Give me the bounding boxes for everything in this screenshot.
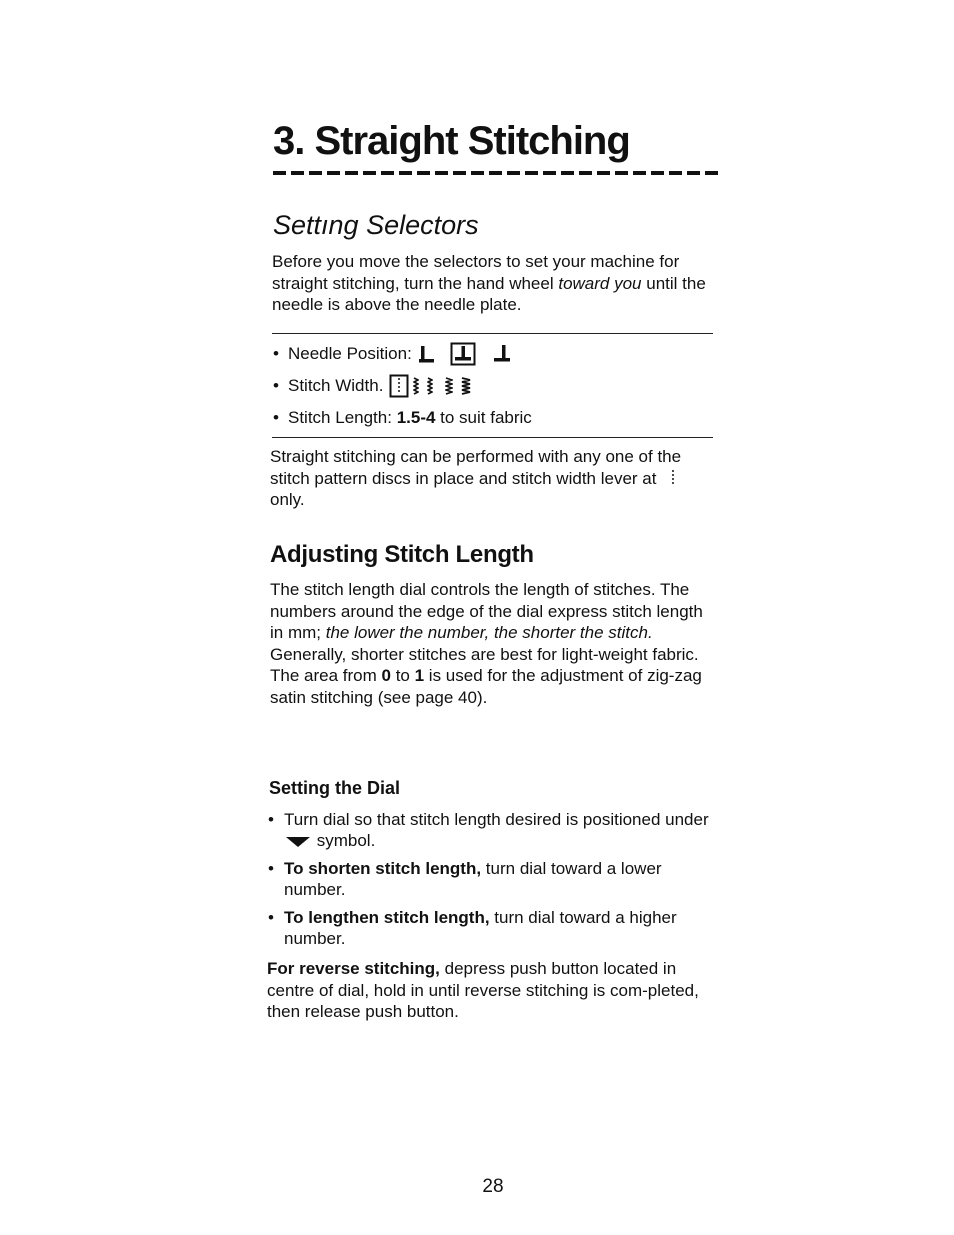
title-dashed-divider xyxy=(273,171,720,175)
section-subtitle: Settıng Selectors xyxy=(273,210,479,240)
intro-paragraph: Before you move the selectors to set your machine for straight stitching, turn the hand wheel toward you until the needle is above the needle plate. xyxy=(272,252,706,314)
dotted-lever-icon xyxy=(665,469,681,487)
dial-instructions-list xyxy=(268,809,710,956)
stitch-width-label: • Stitch Width. xyxy=(288,376,384,395)
width-medium-icon xyxy=(445,376,453,396)
settings-top-rule xyxy=(272,333,713,334)
page-title: 3. Straight Stitching xyxy=(273,119,630,163)
needle-position-label: • Needle Position: xyxy=(288,344,412,363)
selector-settings-list xyxy=(273,338,713,434)
reverse-stitching-paragraph: For reverse stitching, depress push button located in centre of dial, hold in until reverse stitching is com-pleted, then release push button. xyxy=(267,959,699,1021)
needle-position-item xyxy=(273,338,713,370)
settings-bottom-rule xyxy=(272,437,713,438)
needle-center-icon xyxy=(492,344,512,364)
needle-center-boxed-icon xyxy=(450,342,476,366)
list-item: • To shorten stitch length, turn dial toward a lower number. xyxy=(268,858,710,900)
triangle-down-icon xyxy=(284,834,312,848)
adjusting-paragraph: The stitch length dial controls the length of stitches. The numbers around the edge of the dial express stitch length in mm; the lower the number, the shorter the stitch. Generally, shorter stitches are best for light-weight fabric. The area from 0 to 1 is used for the adjustment of zig-zag satin stitching (see page 40). xyxy=(270,580,703,707)
list-item: • Turn dial so that stitch length desired is positioned under symbol. xyxy=(268,809,710,851)
stitch-width-item xyxy=(273,370,713,402)
adjusting-heading: Adjusting Stitch Length xyxy=(270,541,534,568)
straight-stitch-paragraph: Straight stitching can be performed with any one of the stitch pattern discs in place and stitch width lever at only. xyxy=(270,447,682,509)
page-number: 28 xyxy=(482,1176,504,1197)
width-narrow-icon xyxy=(413,376,419,396)
needle-left-icon xyxy=(418,344,436,364)
stitch-length-text: • Stitch Length: 1.5-4 to suit fabric xyxy=(288,408,532,427)
stitch-length-item xyxy=(273,402,713,434)
width-narrow-icon xyxy=(427,376,433,396)
setting-dial-heading: Setting the Dial xyxy=(269,778,401,798)
list-item: • To lengthen stitch length, turn dial toward a higher number. xyxy=(268,907,710,949)
width-boxed-icon xyxy=(389,374,409,398)
width-wide-icon xyxy=(461,376,471,396)
